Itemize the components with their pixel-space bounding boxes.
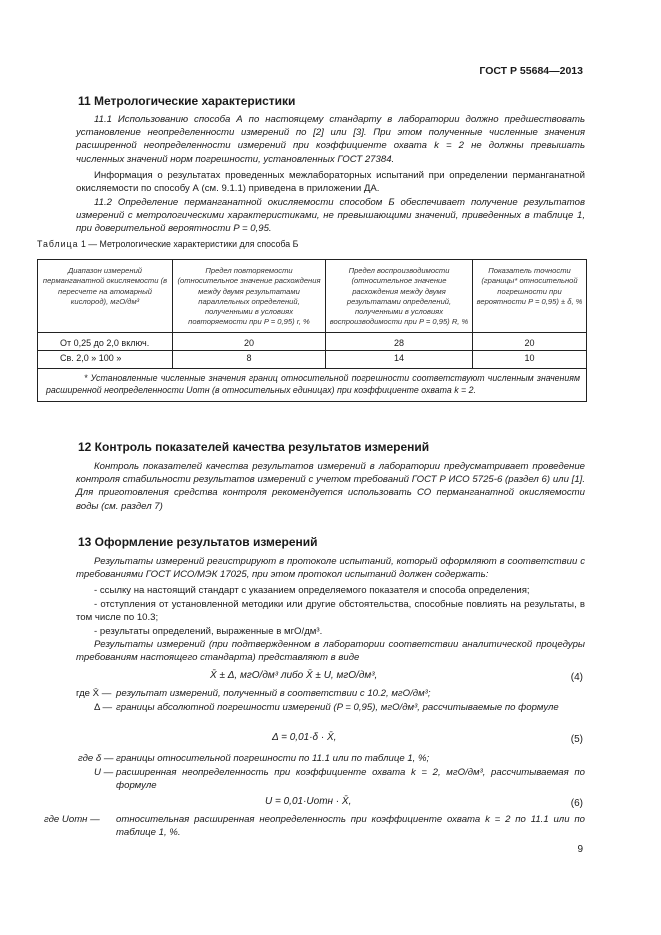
table-cell-R: 14 — [326, 350, 473, 368]
bullet-results: - результаты определений, выраженные в мгО/дм³. — [94, 626, 323, 637]
para-11-1-info: Информация о результатах проведенных межлабораторных испытаний при определении перманганатной окисляемости по способу А (см. 9.1.1) приведена в приложении ДА. — [76, 170, 585, 195]
table-cell-delta: 20 — [473, 332, 587, 350]
document-id: ГОСТ Р 55684—2013 — [479, 65, 583, 77]
page-number: 9 — [577, 844, 583, 855]
where-u-lead: U — — [94, 767, 114, 778]
formula-6: U = 0,01·Uотн · X̄, — [265, 796, 352, 807]
where-uotn-desc: относительная расширенная неопределенность при коэффициенте охвата k = 2 по 11.1 или по таблице 1, %. — [116, 814, 585, 839]
where-uotn-lead: где Uотн — — [44, 814, 100, 825]
where-dot-desc: границы относительной погрешности по 11.1 или по таблице 1, %; — [116, 753, 430, 764]
section-11-title: 11 Метрологические характеристики — [78, 94, 296, 108]
bullet-reference: - ссылку на настоящий стандарт с указанием определяемого показателя и способа определения; — [94, 585, 530, 596]
table-header-cell: Показатель точности (границы* относительной погрешности при вероятности P = 0,95) ± δ, % — [473, 260, 587, 333]
para-12: Контроль показателей качества результатов измерений в лаборатории предусматривает проведение контроля стабильности результатов измерений с учетом требований ГОСТ Р ИСО 5725-6 (раздел 6) или [1]. Для приготовления средства контроля рекомендуется использовать СО перманганатной окисляемости воды (см. раздел 7) — [76, 461, 585, 512]
table-cell-delta: 10 — [473, 350, 587, 368]
table-footnote: * Установленные численные значения границ относительной погрешности соответствуют численным значениям расширенной неопределенности Uотн (в относительных единицах) при коэффициенте охвата k = 2. — [38, 369, 587, 402]
table-row — [38, 350, 587, 368]
formula-4: X̄ ± Δ, мгО/дм³ либо X̄ ± U, мгО/дм³, — [210, 670, 378, 681]
table-header-cell: Предел повторяемости (относительное значение расхождения между двумя результатами параллельных определений, полученными в условиях повторяемости при P = 0,95) r, % — [173, 260, 326, 333]
section-13-title: 13 Оформление результатов измерений — [78, 535, 318, 549]
section-12-title: 12 Контроль показателей качества результатов измерений — [78, 440, 430, 454]
para-11-1: 11.1 Использованию способа А по настоящему стандарту в лаборатории должно предшествовать установление неопределенности измерений по [2] или [3]. При этом полученные численные значения расширенной неопределенности измерений при коэффициенте охвата k = 2 не должны превышать численных значений норм погрешности, установленных ГОСТ 27384. — [76, 114, 585, 165]
table-cell-range: Св. 2,0 » 100 » — [38, 350, 173, 368]
table-cell-r: 20 — [173, 332, 326, 350]
table-cell-R: 28 — [326, 332, 473, 350]
table-header-cell: Предел воспроизводимости (относительное значение расхождения между двумя результатами определений, полученными в условиях воспроизводимости при P = 0,95) R, % — [326, 260, 473, 333]
table-header-cell: Диапазон измерений перманганатной окисляемости (в пересчете на атомарный кислород), мгО/дм³ — [38, 260, 173, 333]
where-u-desc: расширенная неопределенность при коэффициенте охвата k = 2, мгО/дм³, рассчитываемая по формуле — [116, 767, 585, 792]
formula-4-number: (4) — [570, 672, 583, 683]
bullet-deviations: - отступления от установленной методики или другие обстоятельства, способные повлиять на результаты, в том числе по 10.3; — [76, 599, 585, 624]
table-cell-r: 8 — [173, 350, 326, 368]
table-footnote-row — [38, 369, 587, 402]
formula-5-number: (5) — [570, 734, 583, 745]
table-row — [38, 332, 587, 350]
para-11-2: 11.2 Определение перманганатной окисляемости способом Б обеспечивает получение результатов измерений с метрологическими характеристиками, не превышающими значений, приведенных в таблице 1, при доверительной вероятности P = 0,95. — [76, 197, 585, 235]
table-cell-range: От 0,25 до 2,0 включ. — [38, 332, 173, 350]
where-delta-desc: границы абсолютной погрешности измерений (P = 0,95), мгО/дм³, рассчитываемые по формуле — [116, 702, 559, 713]
metrology-table — [37, 259, 587, 402]
where-delta-lead: Δ — — [94, 702, 113, 713]
table-caption: Таблица 1 — Метрологические характеристики для способа Б — [37, 239, 299, 249]
where-dot-lead: где δ — — [78, 753, 114, 764]
para-13-intro: Результаты измерений регистрируют в протоколе испытаний, который оформляют в соответствии с требованиями ГОСТ ИСО/МЭК 17025, при этом протокол испытаний должен содержать: — [76, 556, 585, 581]
formula-6-number: (6) — [570, 798, 583, 809]
table-header-row — [38, 260, 587, 333]
where-x-lead: где X̄ — — [76, 688, 112, 699]
where-x-desc: результат измерений, полученный в соответствии с 10.2, мгО/дм³; — [116, 688, 431, 699]
para-13-results: Результаты измерений (при подтвержденном в лаборатории соответствии аналитической процедуры требованиям настоящего стандарта) представляют в виде — [76, 639, 585, 664]
formula-5: Δ = 0,01·δ · X̄, — [272, 732, 337, 743]
